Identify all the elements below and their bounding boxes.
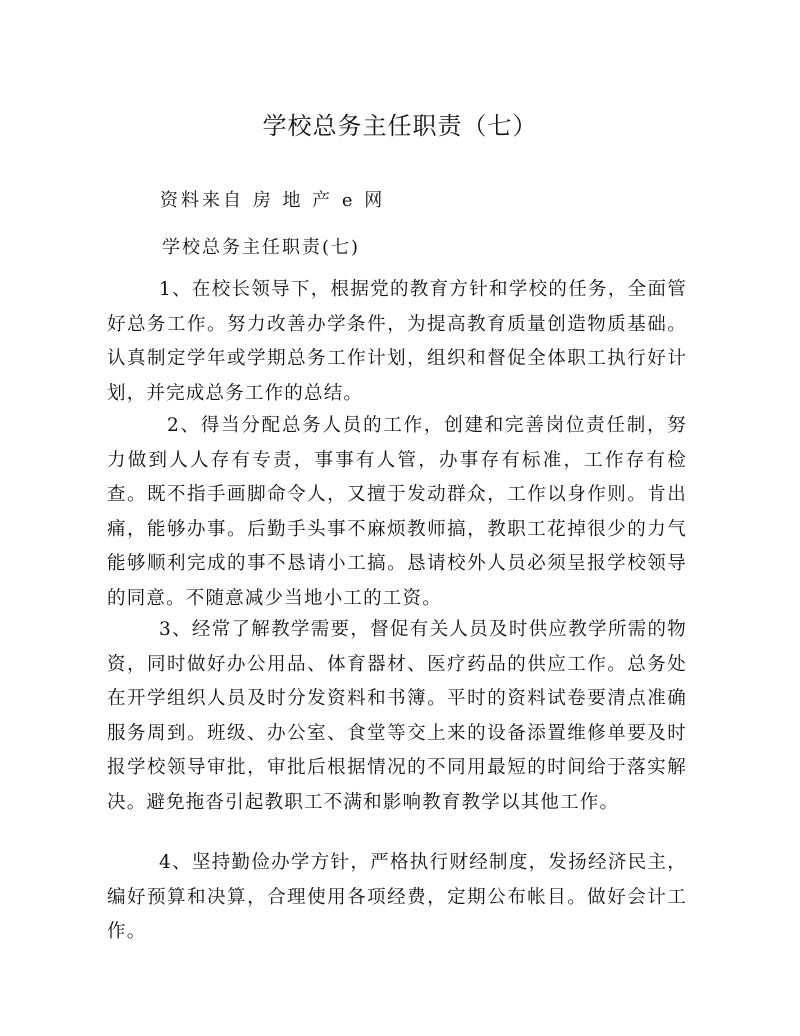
source-line: 资料来自 房 地 产 e 网: [160, 190, 386, 211]
paragraph-1: 1、在校长领导下，根据党的教育方针和学校的任务，全面管好总务工作。努力改善办学条件，为提高教育质量创造物质基础。认真制定学年或学期总务工作计划，组织和督促全体职工执行好计划，并完成总务工作的总结。: [107, 279, 687, 404]
paragraph-3: 3、经常了解教学需要，督促有关人员及时供应教学所需的物资，同时做好办公用品、体育器材、医疗药品的供应工作。总务处在开学组织人员及时分发资料和书簿。平时的资料试卷要清点准确服务周到。班级、办公室、食堂等交上来的设备添置维修单要及时报学校领导审批，审批后根据情况的不同用最短的时间给于落实解决。避免拖沓引起教职工不满和影响教育教学以其他工作。: [107, 619, 687, 813]
document-title: 学校总务主任职责（七）: [262, 112, 538, 141]
paragraph-4: 4、坚持勤俭办学方针，严格执行财经制度，发扬经济民主，编好预算和决算，合理使用各项经费，定期公布帐目。做好会计工作。: [107, 852, 687, 942]
document-subtitle: 学校总务主任职责(七): [162, 237, 361, 258]
paragraph-2: 2、得当分配总务人员的工作，创建和完善岗位责任制，努力做到人人存有专责，事事有人管，办事存有标准，工作存有检查。既不指手画脚命令人，又擅于发动群众，工作以身作则。肯出痛，能够办事。后勤手头事不麻烦教师搞，教职工花掉很少的力气能够顺利完成的事不恳请小工搞。恳请校外人员必须呈报学校领导的同意。不随意减少当地小工的工资。: [107, 415, 687, 609]
